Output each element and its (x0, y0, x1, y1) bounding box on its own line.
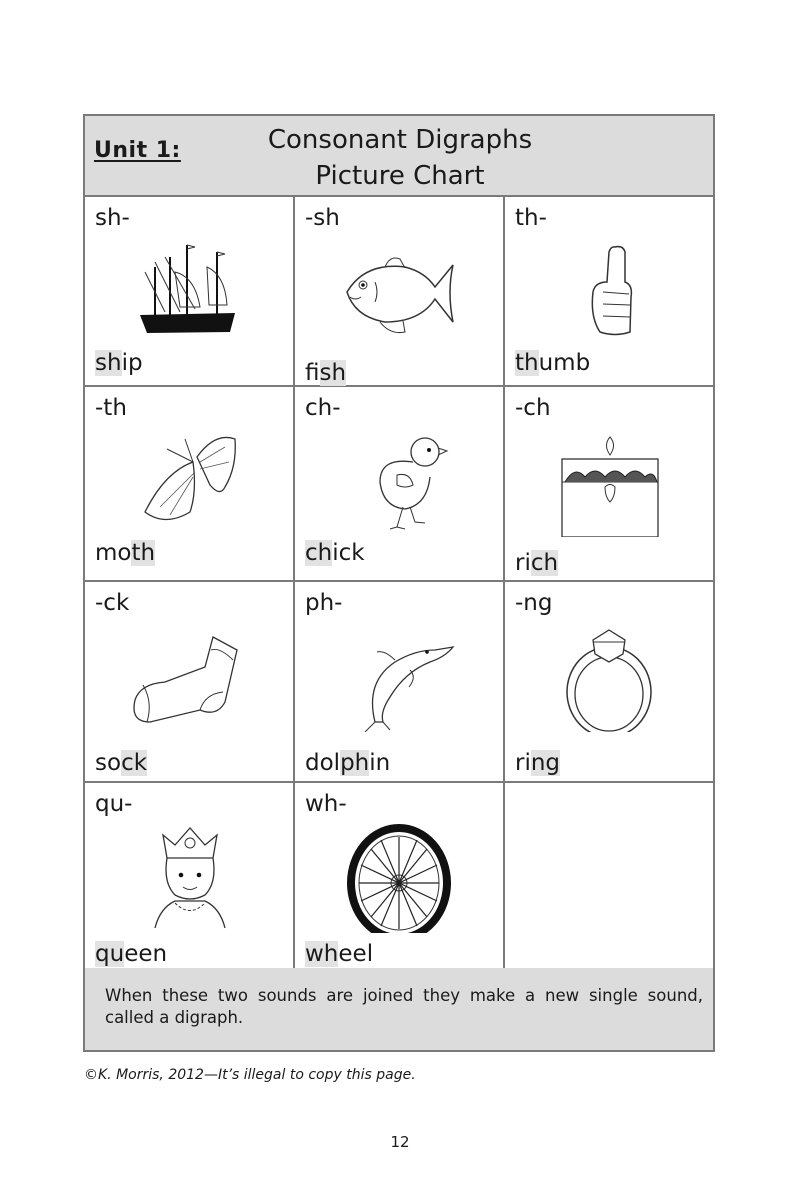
example-word: dolphin (305, 750, 391, 776)
grid-row (85, 783, 713, 971)
thumbs-up-icon (545, 237, 675, 347)
example-word: ship (95, 350, 143, 376)
wheel-icon (335, 823, 465, 933)
example-word: sock (95, 750, 148, 776)
example-word: thumb (515, 350, 591, 376)
cell-ch-start (295, 387, 505, 580)
example-word: chick (305, 540, 365, 566)
grid-row (85, 387, 713, 582)
cell-ng-end (505, 582, 713, 781)
digraph-label: qu- (95, 791, 133, 817)
grid-row (85, 582, 713, 783)
chick-icon (335, 427, 465, 537)
queen-icon (125, 823, 255, 933)
cell-ch-end (505, 387, 713, 580)
cell-ph-start (295, 582, 505, 781)
unit-label: Unit 1: (94, 138, 181, 163)
example-word: ring (515, 750, 561, 776)
digraph-label: ch- (305, 395, 341, 421)
example-word: rich (515, 550, 559, 576)
digraph-label: -th (95, 395, 127, 421)
copyright-notice: ©K. Morris, 2012—It’s illegal to copy this page. (84, 1067, 416, 1083)
cell-th-end (85, 387, 295, 580)
cell-ck-end (85, 582, 295, 781)
example-word: wheel (305, 941, 374, 967)
digraph-label: -ng (515, 590, 553, 616)
title-line-2: Picture Chart (315, 161, 485, 191)
digraph-definition-note: When these two sounds are joined they make a new single sound, called a digraph. (85, 968, 713, 1050)
cell-sh-end (295, 197, 505, 385)
example-word: queen (95, 941, 168, 967)
digraph-picture-chart (83, 114, 715, 1052)
cell-qu-start (85, 783, 295, 971)
digraph-label: -ch (515, 395, 551, 421)
dolphin-icon (335, 622, 465, 732)
example-word: moth (95, 540, 156, 566)
treasure-chest-icon (545, 427, 675, 537)
digraph-label: -sh (305, 205, 340, 231)
chart-header (85, 116, 713, 197)
picture-grid (85, 197, 713, 971)
chart-title (235, 122, 565, 194)
empty-cell (505, 783, 713, 971)
digraph-label: -ck (95, 590, 130, 616)
ring-icon (545, 622, 675, 732)
digraph-label: wh- (305, 791, 347, 817)
sock-icon (125, 622, 255, 732)
digraph-label: ph- (305, 590, 343, 616)
title-line-1: Consonant Digraphs (267, 125, 533, 155)
digraph-label: sh- (95, 205, 130, 231)
moth-icon (125, 427, 255, 537)
cell-sh-start (85, 197, 295, 385)
ship-icon (125, 237, 255, 347)
digraph-label: th- (515, 205, 547, 231)
grid-row (85, 197, 713, 387)
page-number: 12 (390, 1133, 410, 1151)
example-word: fish (305, 360, 347, 386)
fish-icon (335, 237, 465, 347)
cell-th-start (505, 197, 713, 385)
cell-wh-start (295, 783, 505, 971)
